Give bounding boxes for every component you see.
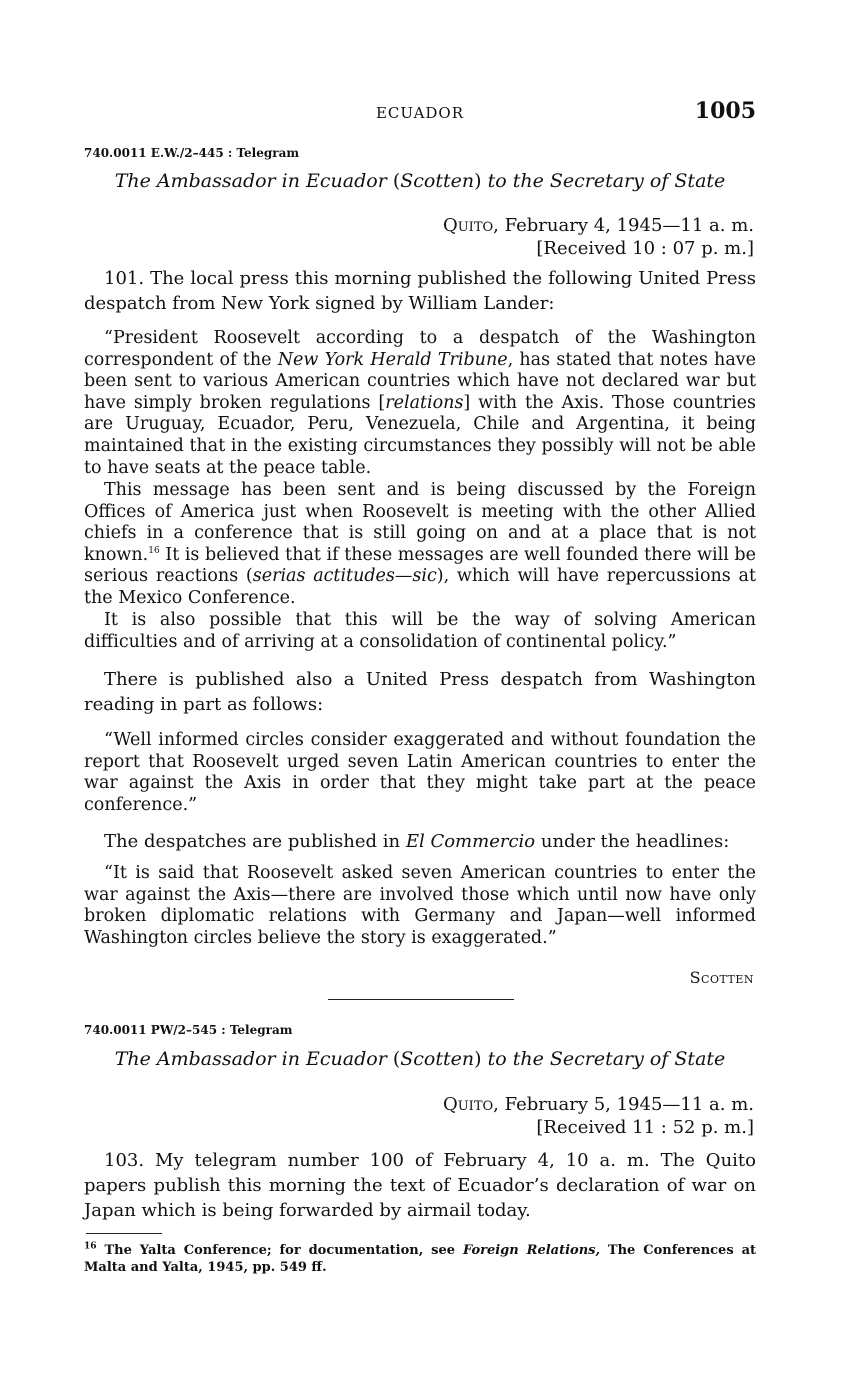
title-paren-open: (: [392, 1048, 401, 1070]
running-head: [84, 98, 756, 126]
document-title: [84, 170, 756, 192]
document-title: [84, 1048, 756, 1070]
title-paren-close: ): [474, 170, 482, 192]
editorial-correction: relations: [385, 392, 464, 413]
file-reference: 740.0011 PW/2–545 : Telegram: [84, 1023, 293, 1037]
section-divider: [328, 999, 514, 1000]
telegram-body: 103. My telegram number 100 of February 4, 10 a. m. The Quito papers publish this morning the text of Ecuador’s declaration of war on Japan which is being forwarded by airmail today.: [84, 1150, 756, 1221]
dateline: [443, 1093, 754, 1139]
footnote-number: 16: [84, 1241, 97, 1252]
body-text: The despatches are published in: [104, 831, 406, 852]
spanish-phrase: serias actitudes—sic: [252, 566, 437, 587]
footnote-reference: 16: [148, 545, 160, 556]
title-ambassador-name: Scotten: [400, 170, 475, 192]
footnote-rule: [86, 1233, 162, 1234]
newspaper-name: New York Herald Tribune: [277, 349, 508, 370]
quoted-despatch-paragraph: It is also possible that this will be the way of solving American difficulties and of arriving at a consolidation of continental policy.”: [84, 610, 756, 652]
dateline-place: Quito: [442, 215, 494, 236]
title-ambassador-name: Scotten: [400, 1048, 475, 1070]
dateline-date: [443, 214, 754, 237]
footnote-text: The Yalta Conference; for documentation, see: [96, 1243, 463, 1258]
quote-text: ] with the Axis. Those countries are Uruguay, Ecuador, Peru, Venezuela, Chile and Argentina, it being maintained that in the existing circumstances they possibly will not be able to have seats at the peace table.: [84, 392, 756, 478]
file-reference: 740.0011 E.W./2–445 : Telegram: [84, 146, 300, 160]
title-part: The Ambassador in Ecuador: [114, 1048, 387, 1070]
footnote-text: The Conferences at Malta and Yalta, 1945, pp. 549 ff.: [84, 1243, 756, 1275]
dateline-time: , February 5, 1945—11 a. m.: [493, 1094, 754, 1115]
body-text: under the headlines:: [535, 831, 730, 852]
quote-text: , has stated that notes have been sent to various American countries which have not declared war but have simply broken regulations [: [84, 349, 757, 413]
telegram-intro: 101. The local press this morning published the following United Press despatch from New York signed by William Lander:: [84, 268, 756, 314]
quote-text: This message has been sent and is being discussed by the Foreign Offices of America just when Roosevelt is meeting with the other Allied chiefs in a conference that is still going on and at a place that is not known.: [84, 480, 756, 565]
quoted-despatch-paragraph: “Well informed circles consider exaggerated and without foundation the report that Roosevelt urged seven Latin American countries to enter the war against the Axis in order that they might take part at the peace conference.”: [84, 730, 756, 815]
quoted-despatch-paragraph: [84, 480, 756, 610]
title-paren-close: ): [474, 1048, 482, 1070]
title-recipient: to the Secretary of State: [481, 170, 726, 192]
dateline: [443, 214, 754, 260]
quote-text: ), which will have repercussions at the Mexico Conference.: [84, 566, 756, 608]
quoted-headline-paragraph: “It is said that Roosevelt asked seven American countries to enter the war against the Axis—there are involved those which until now have only broken diplomatic relations with Germany and Japan—well informed Washington circles believe the story is exaggerated.”: [84, 863, 756, 948]
title-recipient: to the Secretary of State: [481, 1048, 726, 1070]
publication-title: Foreign Relations,: [462, 1243, 600, 1258]
title-paren-open: (: [392, 170, 401, 192]
page-number: 1005: [694, 98, 756, 124]
body-paragraph: There is published also a United Press despatch from Washington reading in part as follows:: [84, 669, 756, 715]
received-line: [Received 11 : 52 p. m.]: [536, 1117, 754, 1138]
newspaper-name: El Commercio: [405, 831, 536, 852]
running-title: ECUADOR: [375, 104, 465, 122]
dateline-time: , February 4, 1945—11 a. m.: [493, 215, 754, 236]
quote-text: It is believed that if these messages are well founded there will be serious reactions (: [84, 544, 756, 587]
received-line: [Received 10 : 07 p. m.]: [536, 238, 754, 259]
quoted-despatch-paragraph: [84, 328, 756, 479]
footnote: [84, 1242, 756, 1276]
title-part: The Ambassador in Ecuador: [114, 170, 387, 192]
body-paragraph: [84, 829, 756, 854]
dateline-place: Quito: [442, 1094, 494, 1115]
signature: Scotten: [689, 968, 754, 987]
dateline-date: [443, 1093, 754, 1116]
quote-text: “President Roosevelt according to a despatch of the Washington correspondent of the: [84, 328, 756, 370]
